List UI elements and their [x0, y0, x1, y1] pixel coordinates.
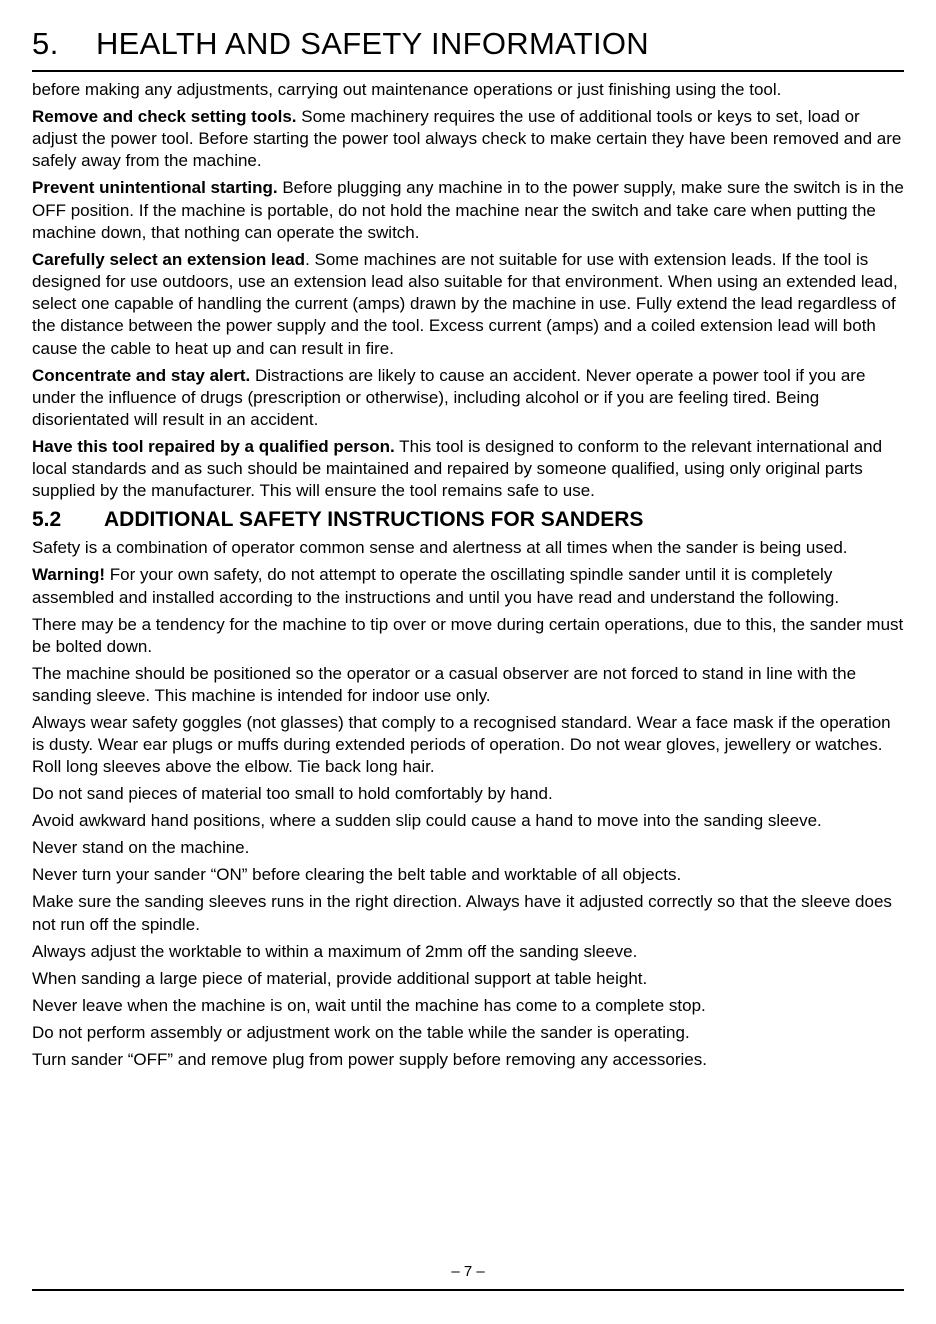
paragraph-lead: Remove and check setting tools.	[32, 107, 297, 126]
paragraph-text: There may be a tendency for the machine to tip over or move during certain operations, due to this, the sander must be bolted down.	[32, 614, 904, 656]
section-paragraph	[32, 995, 904, 1017]
paragraph-text: Do not sand pieces of material too small to hold comfortably by hand.	[32, 784, 553, 804]
paragraph-text: Turn sander “OFF” and remove plug from power supply before removing any accessories.	[32, 1049, 707, 1069]
paragraph-text: For your own safety, do not attempt to operate the oscillating spindle sander until it is completely assembled and installed according to the instructions and until you have read and understand the following.	[32, 565, 840, 607]
paragraph-text: Never turn your sander “ON” before clearing the belt table and worktable of all objects.	[32, 865, 682, 885]
section-heading	[32, 507, 904, 533]
chapter-title: HEALTH AND SAFETY INFORMATION	[96, 26, 649, 61]
manual-page	[32, 0, 904, 1324]
paragraph-text: The machine should be positioned so the operator or a casual observer are not forced to stand in line with the sanding sleeve. This machine is intended for indoor use only.	[32, 663, 857, 706]
paragraph-lead: Carefully select an extension lead	[32, 249, 306, 269]
paragraph	[32, 79, 904, 101]
section-paragraph-warning	[32, 564, 904, 608]
section-paragraph	[32, 537, 904, 559]
section-paragraph	[32, 941, 904, 963]
footer-divider	[32, 1289, 904, 1291]
paragraph-lead: Concentrate and stay alert.	[32, 365, 251, 385]
section-paragraph	[32, 783, 904, 805]
page-number: – 7 –	[451, 1263, 485, 1280]
page-header	[32, 22, 904, 72]
paragraph-text: Distractions are likely to cause an accident. Never operate a power tool if you are under the influence of drugs (prescription or otherwise), including alcohol or if you are feeling tired. Being disorientated will result in an accident.	[32, 365, 866, 430]
section-paragraph	[32, 891, 904, 935]
warning-label: Warning!	[32, 565, 106, 585]
paragraph-text: Before plugging any machine in to the power supply, make sure the switch is in the OFF position. If the machine is portable, do not hold the machine near the switch and take care when putting the machine down, that nothing can operate the switch.	[32, 178, 904, 242]
paragraph-concentrate	[32, 365, 904, 432]
section-paragraph	[32, 968, 904, 990]
paragraph-text: This tool is designed to conform to the relevant international and local standards and as such should be maintained and repaired by someone qualified, using only original parts supplied by the manufacturer. This will ensure the tool remains safe to use.	[32, 437, 883, 501]
section-title: ADDITIONAL SAFETY INSTRUCTIONS FOR SANDERS	[104, 508, 644, 532]
section-paragraph	[32, 810, 904, 832]
paragraph-repair	[32, 436, 904, 503]
section-paragraph	[32, 663, 904, 707]
section-paragraph	[32, 1022, 904, 1044]
paragraph-text: Make sure the sanding sleeves runs in the right direction. Always have it adjusted correctly so that the sleeve does not run off the spindle.	[32, 892, 892, 934]
paragraph-text: Never stand on the machine.	[32, 838, 250, 858]
page-content	[32, 79, 904, 1076]
paragraph-unintentional-starting	[32, 177, 904, 244]
paragraph-text: Never leave when the machine is on, wait until the machine has come to a complete stop.	[32, 995, 706, 1015]
paragraph-text: before making any adjustments, carrying out maintenance operations or just finishing using the tool.	[32, 80, 782, 99]
paragraph-text: Avoid awkward hand positions, where a sudden slip could cause a hand to move into the sanding sleeve.	[32, 811, 822, 831]
paragraph-text: Some machinery requires the use of additional tools or keys to set, load or adjust the power tool. Before starting the power tool always check to make certain they have been removed and are safely away from the machine.	[32, 107, 902, 171]
section-paragraph	[32, 837, 904, 859]
paragraph-lead: Have this tool repaired by a qualified person.	[32, 437, 395, 457]
section-number: 5.2	[32, 508, 62, 532]
paragraph-lead: Prevent unintentional starting.	[32, 178, 278, 198]
paragraph-text: . Some machines are not suitable for use with extension leads. If the tool is designed for use outdoors, use an extension lead also suitable for that environment. When using an extended lead, select one capable of handling the current (amps) drawn by the machine in use. Fully extend the lead regardless of the distance between the power supply and the tool. Excess current (amps) and a coiled extension lead will both cause the cable to heat up and can result in fire.	[32, 249, 898, 358]
paragraph-extension-lead	[32, 249, 904, 360]
section-paragraph	[32, 1049, 904, 1071]
section-paragraph	[32, 712, 904, 779]
paragraph-setting-tools	[32, 106, 904, 173]
chapter-number: 5.	[32, 26, 59, 61]
paragraph-text: Always adjust the worktable to within a maximum of 2mm off the sanding sleeve.	[32, 941, 638, 961]
paragraph-text: Do not perform assembly or adjustment work on the table while the sander is operating.	[32, 1022, 690, 1042]
paragraph-text: When sanding a large piece of material, provide additional support at table height.	[32, 968, 648, 988]
paragraph-text: Safety is a combination of operator common sense and alertness at all times when the sander is being used.	[32, 538, 848, 558]
section-paragraph	[32, 864, 904, 886]
paragraph-text: Always wear safety goggles (not glasses) that comply to a recognised standard. Wear a face mask if the operation is dusty. Wear ear plugs or muffs during extended periods of operation. Do not wear gloves, jewellery or watches. Roll long sleeves above the elbow. Tie back long hair.	[32, 713, 891, 777]
section-paragraph	[32, 614, 904, 658]
